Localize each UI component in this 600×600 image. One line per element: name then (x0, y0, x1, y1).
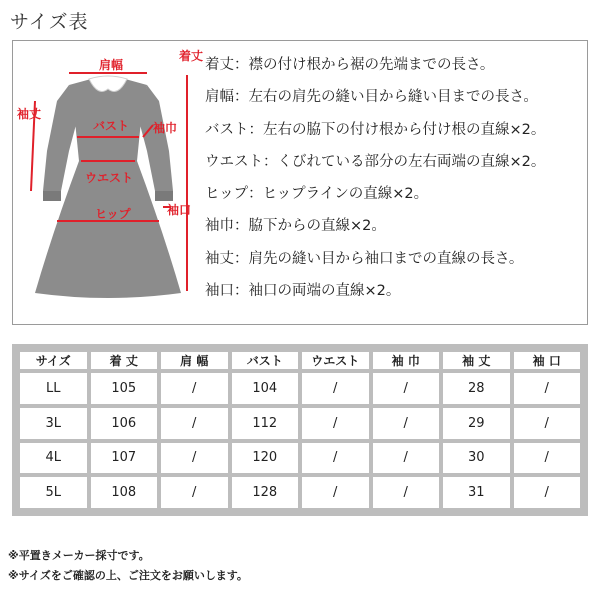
table-cell: / (373, 443, 440, 474)
header-sleeve-length: 袖 丈 (443, 352, 510, 369)
size-table (12, 344, 588, 516)
table-header-row (20, 352, 580, 369)
label-cuff: 袖口 (167, 203, 192, 217)
right-cuff-shape (155, 191, 173, 201)
table-cell: 30 (443, 443, 510, 474)
table-cell: 108 (91, 477, 158, 508)
table-cell: / (161, 443, 228, 474)
definition-sleeve-width: 袖巾：脇下からの直線×2。 (205, 218, 386, 235)
table-cell: / (514, 373, 581, 404)
definition-length: 着丈：襟の付け根から裾の先端までの長さ。 (205, 57, 495, 73)
label-sleeve-length: 袖丈 (17, 107, 42, 121)
header-sleeve-width: 袖 巾 (373, 352, 440, 369)
table-cell: 105 (91, 373, 158, 404)
table-cell: / (373, 408, 440, 439)
dress-diagram (13, 41, 203, 326)
table-cell: / (514, 477, 581, 508)
note-measurement: ※平置きメーカー採寸です。 (8, 549, 150, 562)
definition-panel (12, 40, 588, 325)
table-cell: 29 (443, 408, 510, 439)
definition-waist: ウエスト：くびれている部分の左右両端の直線×2。 (205, 153, 546, 170)
label-bust: バスト (93, 119, 130, 133)
table-cell: / (302, 373, 369, 404)
note-confirm: ※サイズをご確認の上、ご注文をお願いします。 (8, 569, 248, 582)
definition-bust: バスト：左右の脇下の付け根から付け根の直線×2。 (205, 121, 546, 138)
definition-sleeve-length: 袖丈：肩先の縫い目から袖口までの直線の長さ。 (205, 250, 524, 267)
table-cell: 120 (232, 443, 299, 474)
header-cuff: 袖 口 (514, 352, 581, 369)
label-sleeve-width: 袖巾 (153, 121, 178, 135)
table-cell: 107 (91, 443, 158, 474)
table-cell: 31 (443, 477, 510, 508)
table-row (20, 408, 580, 439)
table-cell: / (373, 477, 440, 508)
table-cell: 106 (91, 408, 158, 439)
label-hip: ヒップ (95, 207, 131, 221)
header-length: 着 丈 (91, 352, 158, 369)
table-cell: / (514, 408, 581, 439)
table-cell: / (161, 408, 228, 439)
table-row (20, 443, 580, 474)
table-cell: 28 (443, 373, 510, 404)
table-cell: 5L (20, 477, 87, 508)
table-row (20, 373, 580, 404)
table-cell: 128 (232, 477, 299, 508)
size-table-grid (16, 348, 584, 512)
table-cell: 104 (232, 373, 299, 404)
definition-shoulder: 肩幅：左右の肩先の縫い目から縫い目までの長さ。 (205, 89, 538, 106)
label-shoulder: 肩幅 (99, 58, 124, 72)
label-length: 着丈 (179, 49, 204, 63)
table-row (20, 477, 580, 508)
page-title: サイズ表 (10, 11, 89, 33)
header-bust: バスト (232, 352, 299, 369)
notes (8, 546, 248, 586)
table-cell: / (302, 408, 369, 439)
table-cell: 112 (232, 408, 299, 439)
definition-list (205, 55, 589, 313)
table-cell: 4L (20, 443, 87, 474)
definition-hip: ヒップ：ヒップラインの直線×2。 (205, 186, 429, 203)
table-cell: / (373, 373, 440, 404)
table-cell: / (514, 443, 581, 474)
table-cell: / (161, 477, 228, 508)
table-cell: / (302, 477, 369, 508)
label-waist: ウエスト (85, 171, 134, 185)
table-cell: 3L (20, 408, 87, 439)
header-size: サイズ (20, 352, 87, 369)
table-cell: LL (20, 373, 87, 404)
left-cuff-shape (43, 191, 61, 201)
header-waist: ウエスト (302, 352, 369, 369)
definition-cuff: 袖口：袖口の両端の直線×2。 (205, 283, 401, 300)
table-cell: / (302, 443, 369, 474)
header-shoulder: 肩 幅 (161, 352, 228, 369)
table-cell: / (161, 373, 228, 404)
